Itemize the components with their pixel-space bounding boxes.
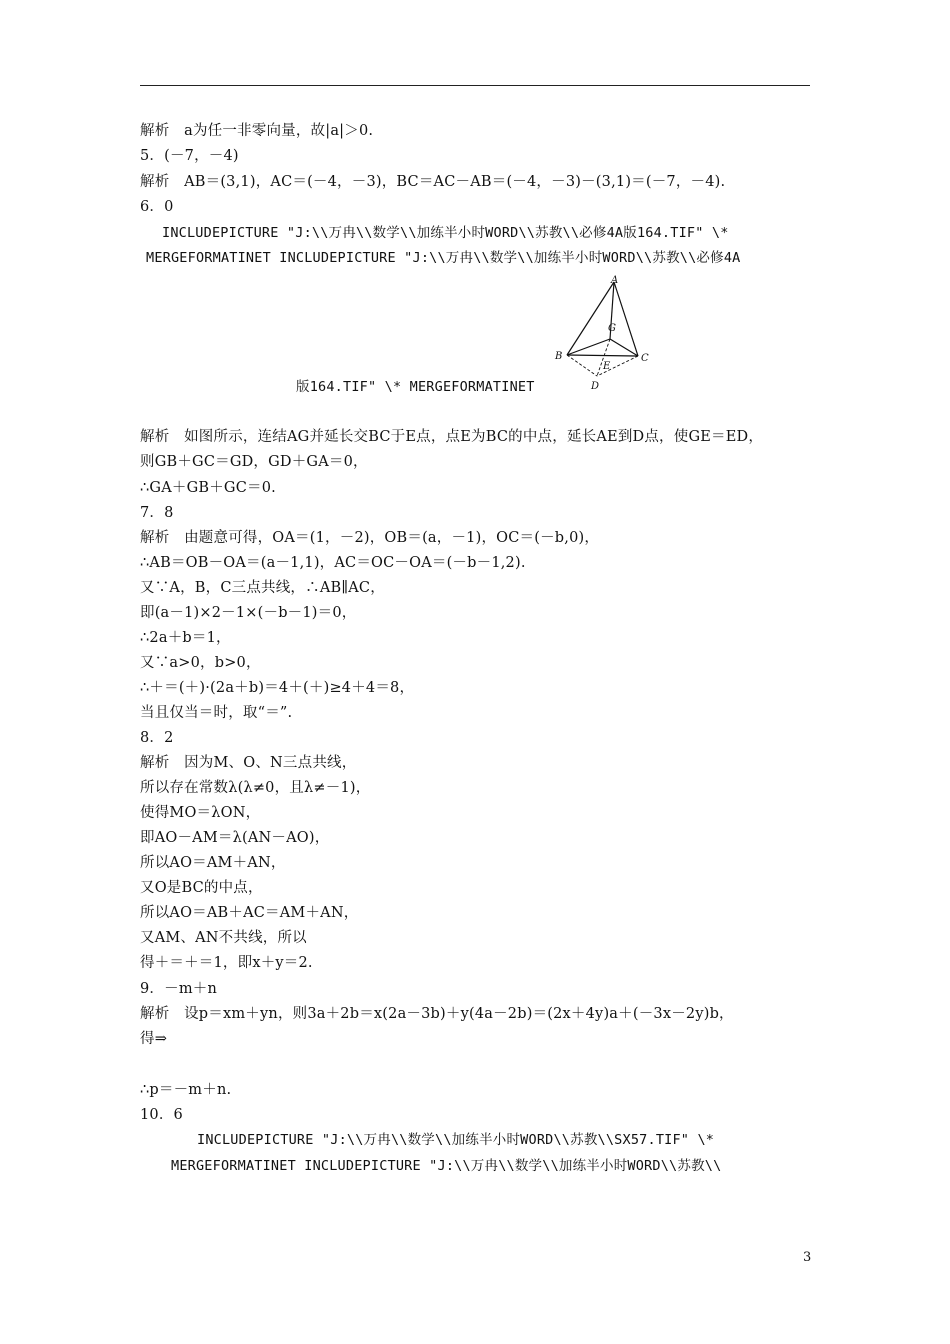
text-line: 解析 因为M、O、N三点共线， — [140, 755, 357, 771]
field-code-line: MERGEFORMATINET INCLUDEPICTURE "J:\\万冉\\数学\\加练半小时WORD\\苏教\\必修4A — [146, 250, 741, 266]
text-line: 7．8 — [140, 505, 174, 521]
text-line: ∴p＝－m＋n. — [140, 1082, 232, 1098]
text-line: 解析 如图所示，连结AG并延长交BC于E点，点E为BC的中点，延长AE到D点，使GE＝ED， — [140, 429, 764, 445]
text-line: 10．6 — [140, 1107, 183, 1123]
text-line: ∴AB＝OB－OA＝(a－1,1)，AC＝OC－OA＝(－b－1,2). — [140, 555, 526, 571]
label-E: E — [603, 361, 611, 372]
text-line: 又∵A，B，C三点共线，∴AB∥AC， — [140, 580, 385, 596]
text-line: 又O是BC的中点， — [140, 880, 263, 896]
text-line: 9．－m＋n — [140, 981, 218, 997]
header-rule — [140, 85, 810, 86]
label-A: A — [611, 275, 619, 286]
text-line: 又AM、AN不共线，所以 — [140, 930, 307, 946]
text-line: 又∵a>0，b>0， — [140, 655, 261, 671]
field-code-line: INCLUDEPICTURE "J:\\万冉\\数学\\加练半小时WORD\\苏教\\SX57.TIF" \* — [197, 1132, 715, 1148]
page-number: 3 — [803, 1250, 812, 1265]
field-code-line: INCLUDEPICTURE "J:\\万冉\\数学\\加练半小时WORD\\苏教\\必修4A版164.TIF" \* — [162, 225, 729, 241]
label-D: D — [591, 381, 600, 392]
text-line: 解析 由题意可得，OA＝(1，－2)，OB＝(a，－1)，OC＝(－b,0)， — [140, 530, 600, 546]
text-line: ∴GA＋GB＋GC＝0. — [140, 480, 276, 496]
text-line: 得＋＝＋＝1，即x＋y＝2. — [140, 955, 313, 971]
text-line: 即AO－AM＝λ(AN－AO)， — [140, 830, 330, 846]
text-line: 解析 设p＝xm＋yn，则3a＋2b＝x(2a－3b)＋y(4a－2b)＝(2x＋4y)a＋(－3x－2y)b， — [140, 1006, 734, 1022]
text-line: ∴2a＋b＝1， — [140, 630, 231, 646]
field-code-line: MERGEFORMATINET INCLUDEPICTURE "J:\\万冉\\数学\\加练半小时WORD\\苏教\\ — [171, 1158, 722, 1174]
tetrahedron-figure — [550, 272, 660, 394]
text-line: 6．0 — [140, 199, 174, 215]
text-line: 解析 AB＝(3,1)，AC＝(－4，－3)，BC＝AC－AB＝(－4，－3)－(3,1)＝(－7，－4). — [140, 174, 726, 190]
label-G: G — [608, 323, 616, 334]
text-line: 得⇒ — [140, 1031, 168, 1047]
text-line: 所以AO＝AM＋AN， — [140, 855, 286, 871]
text-line: 8．2 — [140, 730, 174, 746]
text-line: 所以AO＝AB＋AC＝AM＋AN， — [140, 905, 359, 921]
text-line: 所以存在常数λ(λ≠0，且λ≠－1)， — [140, 780, 371, 796]
text-line: 解析 a为任一非零向量，故|a|＞0. — [140, 123, 374, 139]
text-line: ∴＋＝(＋)·(2a＋b)＝4＋(＋)≥4＋4＝8， — [140, 680, 415, 696]
text-line: 即(a－1)×2－1×(－b－1)＝0， — [140, 605, 357, 621]
text-line: 使得MO＝λON， — [140, 805, 261, 821]
text-line: 当且仅当＝时，取“＝”. — [140, 705, 293, 721]
text-line: 5．(－7，－4) — [140, 148, 239, 164]
label-C: C — [641, 353, 649, 364]
text-line: 则GB＋GC＝GD，GD＋GA＝0， — [140, 454, 368, 470]
label-B: B — [555, 351, 563, 362]
field-code-line: 版164.TIF" \* MERGEFORMATINET — [296, 379, 535, 395]
